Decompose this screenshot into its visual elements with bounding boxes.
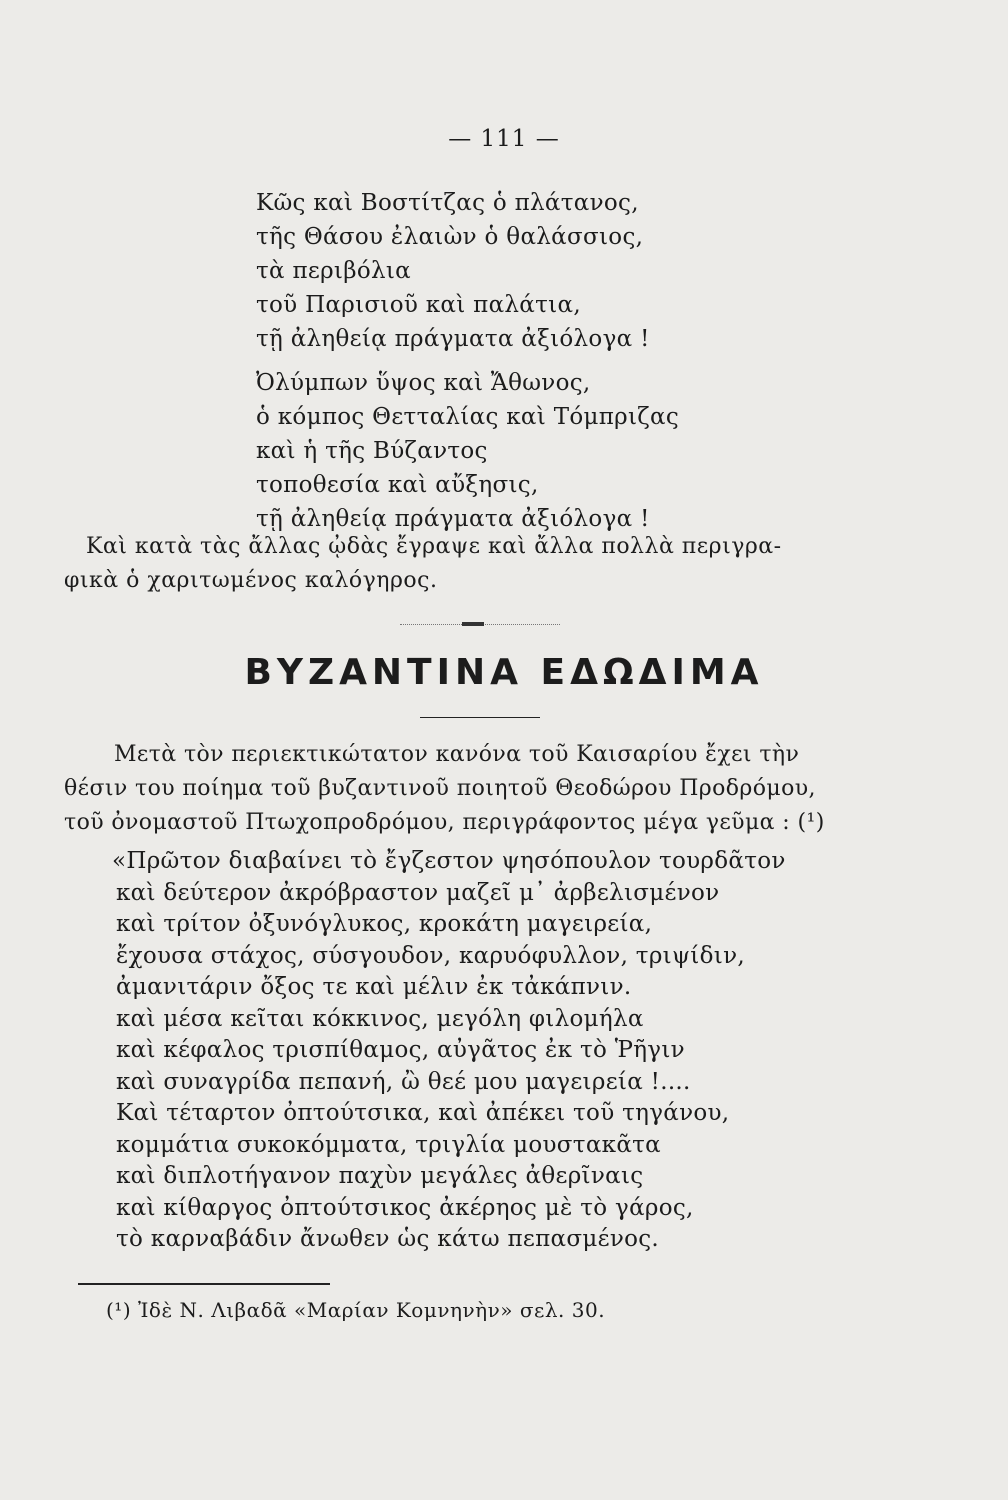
verse-line: καὶ τρίτον ὀξυνόγλυκος, κροκάτη μαγειρεία, — [116, 911, 653, 937]
verse-line: Καὶ τέταρτον ὀπτούτσικα, καὶ ἀπέκει τοῦ τηγάνου, — [116, 1100, 730, 1126]
prose-paragraph — [64, 530, 782, 598]
prose-line: τοῦ ὀνομαστοῦ Πτωχοπροδρόμου, περιγράφοντος μέγα γεῦμα : (¹) — [64, 810, 825, 835]
poem-stanza-2 — [256, 366, 679, 536]
verse-line: καὶ μέσα κεῖται κόκκινος, μεγόλη φιλομήλα — [116, 1005, 644, 1032]
footnote: (¹) Ἰδὲ Ν. Λιβαδᾶ «Μαρίαν Κομνηνὴν» σελ. 30. — [106, 1298, 606, 1322]
intro-paragraph — [64, 738, 825, 840]
verse-line: καὶ ἡ τῆς Βύζαντος — [256, 438, 488, 464]
verse-line: κομμάτια συκοκόμματα, τριγλία μουστακᾶτα — [116, 1131, 662, 1158]
prose-line: Μετὰ τὸν περιεκτικώτατον κανόνα τοῦ Καισαρίου ἔχει τὴν — [114, 742, 800, 767]
section-heading: ΒΥΖΑΝΤΙΝΑ ΕΔΩΔΙΜΑ — [244, 652, 764, 693]
heading-underline — [420, 717, 540, 718]
verse-line: ἀμανιτάριν ὄξος τε καὶ μέλιν ἐκ τἀκάπνιν. — [116, 974, 632, 1000]
verse-line: καὶ δεύτερον ἀκρόβραστον μαζεῖ μ᾽ ἀρβελισμένον — [116, 879, 720, 906]
verse-line: καὶ διπλοτήγανον παχὺν μεγάλες ἀθερῖναις — [116, 1163, 644, 1189]
verse-line: ἔχουσα στάχος, σύσγουδον, καρυόφυλλον, τριψίδιν, — [116, 942, 745, 969]
verse-line: τῇ ἀληθείᾳ πράγματα ἀξιόλογα ! — [256, 326, 650, 352]
verse-line: Κῶς καὶ Βοστίτζας ὁ πλάτανος, — [256, 190, 639, 216]
page-number: — 111 — — [448, 126, 560, 152]
verse-line: τοποθεσία καὶ αὔξησις, — [256, 472, 539, 498]
verse-line: τὸ καρναβάδιν ἄνωθεν ὡς κάτω πεπασμένος. — [116, 1226, 660, 1252]
verse-line: Ὀλύμπων ὕψος καὶ Ἄθωνος, — [256, 370, 591, 396]
footnote-rule — [78, 1283, 330, 1285]
prose-line: θέσιν του ποίημα τοῦ βυζαντινοῦ ποιητοῦ Θεοδώρου Προδρόμου, — [64, 776, 816, 801]
verse-line: τῆς Θάσου ἐλαιὼν ὁ θαλάσσιος, — [256, 224, 644, 250]
verse-line: τῇ ἀληθείᾳ πράγματα ἀξιόλογα ! — [256, 506, 650, 532]
poem-stanza-3 — [112, 846, 786, 1256]
verse-line: καὶ συναγρίδα πεπανή, ὢ θεέ μου μαγειρεία !.... — [116, 1068, 691, 1095]
verse-line: καὶ κέφαλος τρισπίθαμος, αὐγᾶτος ἐκ τὸ Ῥῆγιν — [116, 1037, 685, 1063]
verse-line: «Πρῶτον διαβαίνει τὸ ἔγζεστον ψησόπουλον τουρδᾶτον — [112, 848, 786, 874]
prose-line: Καὶ κατὰ τὰς ἄλλας ᾠδὰς ἔγραψε καὶ ἄλλα πολλὰ περιγρα- — [86, 534, 782, 559]
prose-line: φικὰ ὁ χαριτωμένος καλόγηρος. — [64, 568, 438, 593]
verse-line: καὶ κίθαργος ὀπτούτσικος ἀκέρηος μὲ τὸ γάρος, — [116, 1194, 694, 1221]
poem-stanza-1 — [256, 186, 650, 356]
verse-line: τὰ περιβόλια — [256, 258, 412, 284]
verse-line: ὁ κόμπος Θετταλίας καὶ Τόμπριζας — [256, 404, 680, 430]
section-ornament — [400, 624, 560, 625]
verse-line: τοῦ Παρισιοῦ καὶ παλάτια, — [256, 292, 581, 318]
